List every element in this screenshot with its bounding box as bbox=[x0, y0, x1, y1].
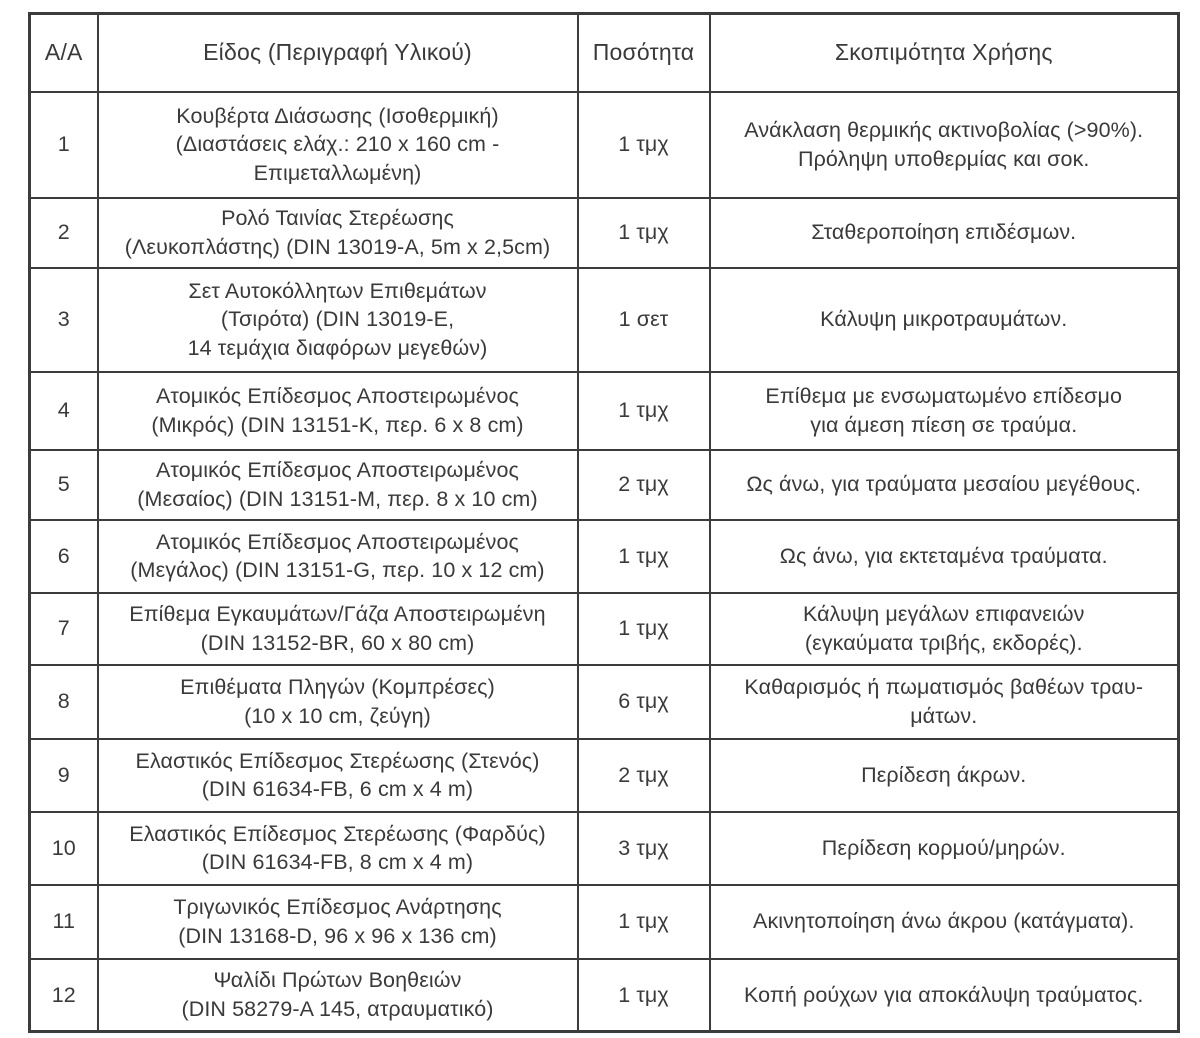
item-description-cell: Ρολό Ταινίας Στερέωσης (Λευκοπλάστης) (DIN 13019-A, 5m x 2,5cm) bbox=[98, 198, 578, 268]
row-number: 9 bbox=[57, 762, 70, 787]
usage-purpose-cell: Περίδεση κορμού/μηρών. bbox=[710, 812, 1179, 885]
quantity-value: 1 τμχ bbox=[618, 616, 669, 641]
usage-purpose-cell: Ως άνω, για τραύματα μεσαίου μεγέθους. bbox=[710, 450, 1179, 520]
quantity-value: 1 τμχ bbox=[618, 398, 669, 423]
usage-purpose-cell: Περίδεση άκρων. bbox=[710, 739, 1179, 812]
row-number: 1 bbox=[57, 132, 70, 157]
header-row bbox=[30, 14, 1179, 92]
table-row bbox=[30, 372, 1179, 450]
item-description-cell: Ελαστικός Επίδεσμος Στερέωσης (Φαρδύς) (DIN 61634-FB, 8 cm x 4 m) bbox=[98, 812, 578, 885]
row-number-cell bbox=[30, 812, 98, 885]
row-number: 11 bbox=[52, 909, 76, 934]
quantity-cell bbox=[578, 885, 710, 959]
usage-purpose-cell: Καθαρισμός ή πωματισμός βαθέων τραυ- μάτων. bbox=[710, 665, 1179, 739]
table-row bbox=[30, 593, 1179, 665]
row-number-cell bbox=[30, 450, 98, 520]
item-description-cell: Σετ Αυτοκόλλητων Επιθεμάτων (Τσιρότα) (DIN 13019-E, 14 τεμάχια διαφόρων μεγεθών) bbox=[98, 268, 578, 372]
usage-purpose-cell: Σταθεροποίηση επιδέσμων. bbox=[710, 198, 1179, 268]
quantity-value: 1 τμχ bbox=[618, 543, 669, 568]
item-description-cell: Κουβέρτα Διάσωσης (Ισοθερμική) (Διαστάσεις ελάχ.: 210 x 160 cm - Επιμεταλλωμένη) bbox=[98, 92, 578, 198]
quantity-cell bbox=[578, 665, 710, 739]
row-number-cell bbox=[30, 372, 98, 450]
row-number-cell bbox=[30, 92, 98, 198]
row-number-cell bbox=[30, 959, 98, 1032]
row-number: 3 bbox=[57, 307, 70, 332]
quantity-cell bbox=[578, 812, 710, 885]
quantity-cell bbox=[578, 198, 710, 268]
usage-purpose-cell: Ακινητοποίηση άνω άκρου (κατάγματα). bbox=[710, 885, 1179, 959]
row-number: 7 bbox=[57, 616, 70, 641]
row-number: 4 bbox=[57, 398, 70, 423]
quantity-value: 1 τμχ bbox=[618, 220, 669, 245]
row-number-cell bbox=[30, 198, 98, 268]
quantity-cell bbox=[578, 450, 710, 520]
item-description-cell: Ελαστικός Επίδεσμος Στερέωσης (Στενός) (DIN 61634-FB, 6 cm x 4 m) bbox=[98, 739, 578, 812]
table-row bbox=[30, 959, 1179, 1032]
table-row bbox=[30, 92, 1179, 198]
header-cell-quantity: Ποσότητα bbox=[578, 14, 710, 92]
table-row bbox=[30, 665, 1179, 739]
usage-purpose-cell: Επίθεμα με ενσωματωμένο επίδεσμο για άμεση πίεση σε τραύμα. bbox=[710, 372, 1179, 450]
quantity-value: 3 τμχ bbox=[618, 835, 669, 860]
quantity-cell bbox=[578, 92, 710, 198]
row-number-cell bbox=[30, 665, 98, 739]
table-body bbox=[30, 92, 1179, 1032]
row-number: 2 bbox=[57, 220, 70, 245]
quantity-value: 2 τμχ bbox=[618, 472, 669, 497]
quantity-cell bbox=[578, 268, 710, 372]
quantity-cell bbox=[578, 593, 710, 665]
item-description-cell: Επίθεμα Εγκαυμάτων/Γάζα Αποστειρωμένη (DIN 13152-BR, 60 x 80 cm) bbox=[98, 593, 578, 665]
table-row bbox=[30, 885, 1179, 959]
row-number-cell bbox=[30, 268, 98, 372]
row-number-cell bbox=[30, 739, 98, 812]
row-number: 8 bbox=[57, 689, 70, 714]
quantity-value: 6 τμχ bbox=[618, 689, 669, 714]
item-description-cell: Ατομικός Επίδεσμος Αποστειρωμένος (Μεγάλος) (DIN 13151-G, περ. 10 x 12 cm) bbox=[98, 520, 578, 593]
item-description-cell: Ψαλίδι Πρώτων Βοηθειών (DIN 58279-A 145, ατραυματικό) bbox=[98, 959, 578, 1032]
usage-purpose-cell: Ως άνω, για εκτεταμένα τραύματα. bbox=[710, 520, 1179, 593]
table-header bbox=[30, 14, 1179, 92]
quantity-cell bbox=[578, 372, 710, 450]
quantity-value: 1 τμχ bbox=[618, 132, 669, 157]
quantity-value: 1 τμχ bbox=[618, 982, 669, 1007]
row-number-cell bbox=[30, 520, 98, 593]
quantity-cell bbox=[578, 520, 710, 593]
usage-purpose-cell: Κοπή ρούχων για αποκάλυψη τραύματος. bbox=[710, 959, 1179, 1032]
table-row bbox=[30, 520, 1179, 593]
row-number: 10 bbox=[51, 835, 76, 860]
item-description-cell: Ατομικός Επίδεσμος Αποστειρωμένος (Μεσαίος) (DIN 13151-M, περ. 8 x 10 cm) bbox=[98, 450, 578, 520]
quantity-cell bbox=[578, 739, 710, 812]
item-description-cell: Τριγωνικός Επίδεσμος Ανάρτησης (DIN 13168-D, 96 x 96 x 136 cm) bbox=[98, 885, 578, 959]
table-row bbox=[30, 739, 1179, 812]
first-aid-materials-table bbox=[28, 12, 1180, 1033]
header-cell-serial-number: Α/Α bbox=[30, 14, 98, 92]
quantity-cell bbox=[578, 959, 710, 1032]
item-description-cell: Ατομικός Επίδεσμος Αποστειρωμένος (Μικρός) (DIN 13151-K, περ. 6 x 8 cm) bbox=[98, 372, 578, 450]
row-number: 6 bbox=[57, 543, 70, 568]
header-cell-usage-purpose: Σκοπιμότητα Χρήσης bbox=[710, 14, 1179, 92]
quantity-value: 2 τμχ bbox=[618, 762, 669, 787]
row-number: 12 bbox=[51, 982, 76, 1007]
table-row bbox=[30, 812, 1179, 885]
header-cell-item-description: Είδος (Περιγραφή Υλικού) bbox=[98, 14, 578, 92]
row-number: 5 bbox=[57, 472, 70, 497]
usage-purpose-cell: Κάλυψη μεγάλων επιφανειών (εγκαύματα τριβής, εκδορές). bbox=[710, 593, 1179, 665]
usage-purpose-cell: Κάλυψη μικροτραυμάτων. bbox=[710, 268, 1179, 372]
quantity-value: 1 σετ bbox=[618, 307, 669, 332]
usage-purpose-cell: Ανάκλαση θερμικής ακτινοβολίας (>90%). Πρόληψη υποθερμίας και σοκ. bbox=[710, 92, 1179, 198]
item-description-cell: Επιθέματα Πληγών (Κομπρέσες) (10 x 10 cm, ζεύγη) bbox=[98, 665, 578, 739]
table-row bbox=[30, 198, 1179, 268]
table-row bbox=[30, 268, 1179, 372]
table-row bbox=[30, 450, 1179, 520]
row-number-cell bbox=[30, 885, 98, 959]
quantity-value: 1 τμχ bbox=[618, 909, 669, 934]
row-number-cell bbox=[30, 593, 98, 665]
